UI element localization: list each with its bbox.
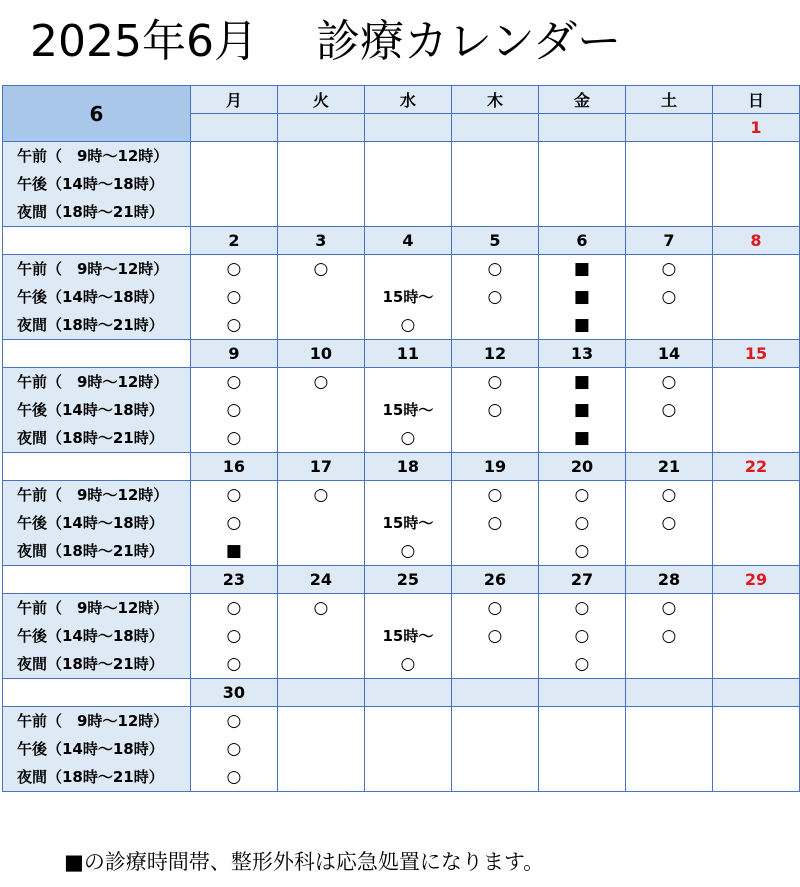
day-slots — [364, 481, 451, 566]
date-cell: 17 — [277, 453, 364, 481]
slot-label: 夜間（18時～21時） — [17, 316, 164, 334]
slot-labels — [3, 594, 191, 679]
slot-mark — [713, 283, 799, 311]
day-slots — [538, 707, 625, 792]
slot-mark: ○ — [313, 372, 329, 392]
day-slots — [190, 594, 277, 679]
day-slots — [712, 707, 799, 792]
day-slots — [712, 481, 799, 566]
date-cell — [190, 114, 277, 142]
slot-mark: ■ — [573, 287, 590, 307]
date-row-label-blank — [3, 453, 191, 481]
day-slots — [277, 142, 364, 227]
slot-mark — [278, 622, 364, 650]
slot-mark — [278, 537, 364, 565]
slot-mark — [713, 707, 799, 735]
slot-label: 午前（ 9時～12時） — [17, 712, 169, 730]
slot-mark — [539, 198, 625, 226]
date-cell: 23 — [190, 566, 277, 594]
footnote: ■の診療時間帯、整形外科は応急処置になります。 — [64, 850, 545, 874]
day-slots — [277, 368, 364, 453]
slot-mark: ○ — [226, 598, 242, 618]
slot-mark — [452, 170, 538, 198]
slot-mark: ○ — [661, 598, 677, 618]
slot-mark — [365, 170, 451, 198]
slot-mark: ○ — [487, 626, 503, 646]
slot-mark — [626, 142, 712, 170]
slot-mark — [191, 198, 277, 226]
slot-mark — [452, 735, 538, 763]
slot-mark — [365, 707, 451, 735]
date-cell — [538, 114, 625, 142]
date-cell: 3 — [277, 227, 364, 255]
slot-mark — [278, 509, 364, 537]
date-cell: 2 — [190, 227, 277, 255]
slot-mark: ○ — [226, 315, 242, 335]
slot-mark — [452, 650, 538, 678]
slot-mark — [278, 396, 364, 424]
slot-mark: ○ — [487, 598, 503, 618]
slot-mark — [713, 650, 799, 678]
slot-mark — [626, 311, 712, 339]
slot-mark: ○ — [226, 767, 242, 787]
slot-mark — [713, 594, 799, 622]
slot-row — [3, 481, 800, 566]
day-slots — [190, 707, 277, 792]
weekday-tue: 火 — [277, 86, 364, 114]
slot-mark — [191, 170, 277, 198]
slot-mark — [713, 198, 799, 226]
day-slots — [190, 481, 277, 566]
slot-mark: ○ — [400, 654, 416, 674]
slot-mark — [626, 650, 712, 678]
date-cell: 22 — [712, 453, 799, 481]
day-slots — [277, 481, 364, 566]
date-cell: 30 — [190, 679, 277, 707]
slot-mark: ○ — [226, 372, 242, 392]
day-slots — [190, 255, 277, 340]
slot-label: 夜間（18時～21時） — [17, 655, 164, 673]
slot-mark — [713, 509, 799, 537]
page-title: 2025年6月 診療カレンダー — [30, 16, 622, 67]
slot-mark: ○ — [574, 485, 590, 505]
day-slots — [625, 368, 712, 453]
date-cell — [364, 114, 451, 142]
weekday-mon: 月 — [190, 86, 277, 114]
date-cell: 10 — [277, 340, 364, 368]
date-cell: 26 — [451, 566, 538, 594]
slot-mark: ○ — [661, 372, 677, 392]
slot-mark — [365, 198, 451, 226]
slot-mark: ■ — [573, 400, 590, 420]
date-cell: 4 — [364, 227, 451, 255]
slot-mark: ○ — [661, 259, 677, 279]
slot-mark: ○ — [661, 485, 677, 505]
slot-label: 午前（ 9時～12時） — [17, 260, 169, 278]
day-slots — [277, 594, 364, 679]
slot-mark — [713, 735, 799, 763]
day-slots — [451, 707, 538, 792]
day-slots — [538, 142, 625, 227]
day-slots — [538, 481, 625, 566]
slot-labels — [3, 707, 191, 792]
slot-mark: ○ — [661, 400, 677, 420]
clinic-calendar — [2, 85, 800, 792]
date-row-label-blank — [3, 566, 191, 594]
slot-mark — [452, 707, 538, 735]
slot-mark: ○ — [226, 287, 242, 307]
slot-mark: ○ — [313, 598, 329, 618]
slot-mark: ○ — [313, 259, 329, 279]
slot-mark: ○ — [574, 654, 590, 674]
slot-mark — [452, 142, 538, 170]
date-cell: 16 — [190, 453, 277, 481]
day-slots — [538, 594, 625, 679]
day-slots — [538, 368, 625, 453]
day-slots — [712, 142, 799, 227]
slot-mark: ○ — [574, 541, 590, 561]
slot-label: 夜間（18時～21時） — [17, 429, 164, 447]
slot-mark — [278, 283, 364, 311]
day-slots — [277, 707, 364, 792]
slot-labels — [3, 368, 191, 453]
slot-labels — [3, 142, 191, 227]
day-slots — [625, 707, 712, 792]
slot-mark — [713, 481, 799, 509]
slot-label: 午後（14時～18時） — [17, 740, 164, 758]
slot-mark — [713, 368, 799, 396]
date-cell: 14 — [625, 340, 712, 368]
slot-mark — [452, 311, 538, 339]
date-row — [3, 566, 800, 594]
day-slots — [538, 255, 625, 340]
day-slots — [451, 142, 538, 227]
date-cell: 18 — [364, 453, 451, 481]
slot-row — [3, 142, 800, 227]
date-cell: 24 — [277, 566, 364, 594]
slot-mark: ○ — [226, 626, 242, 646]
slot-mark — [278, 142, 364, 170]
slot-mark: ○ — [487, 259, 503, 279]
date-cell: 15 — [712, 340, 799, 368]
date-row-label-blank — [3, 340, 191, 368]
slot-mark — [365, 481, 451, 509]
date-cell — [712, 679, 799, 707]
date-cell: 25 — [364, 566, 451, 594]
slot-mark — [278, 735, 364, 763]
slot-mark — [713, 142, 799, 170]
slot-mark: ○ — [574, 598, 590, 618]
day-slots — [451, 594, 538, 679]
slot-mark — [713, 396, 799, 424]
slot-mark — [452, 198, 538, 226]
date-row-label-blank — [3, 227, 191, 255]
date-cell: 20 — [538, 453, 625, 481]
month-label: 6 — [3, 86, 191, 142]
slot-mark — [713, 424, 799, 452]
date-cell — [277, 679, 364, 707]
slot-mark: ○ — [226, 513, 242, 533]
slot-mark: ○ — [487, 513, 503, 533]
slot-mark: ○ — [661, 287, 677, 307]
date-row — [3, 679, 800, 707]
slot-mark: ○ — [487, 287, 503, 307]
date-cell — [451, 114, 538, 142]
day-slots — [364, 707, 451, 792]
date-cell: 29 — [712, 566, 799, 594]
day-slots — [712, 594, 799, 679]
slot-mark: ■ — [225, 541, 242, 561]
slot-mark — [626, 735, 712, 763]
slot-labels — [3, 481, 191, 566]
slot-mark — [713, 170, 799, 198]
date-cell: 12 — [451, 340, 538, 368]
date-cell: 8 — [712, 227, 799, 255]
date-cell: 1 — [712, 114, 799, 142]
slot-mark: ○ — [226, 400, 242, 420]
slot-mark — [539, 142, 625, 170]
date-row — [3, 453, 800, 481]
slot-label: 午前（ 9時～12時） — [17, 486, 169, 504]
slot-mark — [713, 537, 799, 565]
day-slots — [364, 142, 451, 227]
slot-mark — [626, 424, 712, 452]
slot-mark — [539, 707, 625, 735]
slot-mark — [626, 170, 712, 198]
slot-mark — [539, 170, 625, 198]
slot-mark — [365, 255, 451, 283]
date-cell — [625, 679, 712, 707]
slot-mark: 15時～ — [382, 627, 434, 645]
slot-mark — [365, 594, 451, 622]
day-slots — [712, 368, 799, 453]
slot-mark — [713, 255, 799, 283]
slot-mark: ■ — [573, 259, 590, 279]
slot-mark: ○ — [226, 739, 242, 759]
slot-row — [3, 255, 800, 340]
slot-mark — [278, 170, 364, 198]
date-cell: 13 — [538, 340, 625, 368]
slot-mark — [539, 763, 625, 791]
slot-label: 午前（ 9時～12時） — [17, 373, 169, 391]
day-slots — [364, 368, 451, 453]
date-cell: 27 — [538, 566, 625, 594]
slot-mark: ○ — [487, 400, 503, 420]
slot-mark — [365, 368, 451, 396]
slot-row — [3, 594, 800, 679]
slot-mark — [626, 763, 712, 791]
slot-mark — [713, 622, 799, 650]
day-slots — [625, 142, 712, 227]
slot-mark: ○ — [487, 372, 503, 392]
day-slots — [625, 481, 712, 566]
slot-mark: ○ — [226, 428, 242, 448]
slot-mark: 15時～ — [382, 288, 434, 306]
slot-mark: 15時～ — [382, 401, 434, 419]
slot-mark: ○ — [574, 626, 590, 646]
slot-label: 夜間（18時～21時） — [17, 542, 164, 560]
slot-mark — [626, 537, 712, 565]
slot-label: 午前（ 9時～12時） — [17, 147, 169, 165]
day-slots — [364, 255, 451, 340]
slot-labels — [3, 255, 191, 340]
date-cell: 19 — [451, 453, 538, 481]
slot-mark: ○ — [226, 259, 242, 279]
slot-mark — [452, 763, 538, 791]
date-cell: 6 — [538, 227, 625, 255]
date-cell — [277, 114, 364, 142]
slot-mark — [365, 735, 451, 763]
slot-mark: ■ — [573, 372, 590, 392]
weekday-fri: 金 — [538, 86, 625, 114]
slot-label: 午後（14時～18時） — [17, 288, 164, 306]
slot-mark: ○ — [226, 711, 242, 731]
day-slots — [277, 255, 364, 340]
day-slots — [190, 368, 277, 453]
weekday-wed: 水 — [364, 86, 451, 114]
date-cell: 7 — [625, 227, 712, 255]
slot-mark: ○ — [661, 513, 677, 533]
date-row — [3, 227, 800, 255]
day-slots — [190, 142, 277, 227]
weekday-thu: 木 — [451, 86, 538, 114]
slot-mark: ○ — [400, 315, 416, 335]
date-row — [3, 340, 800, 368]
slot-mark — [278, 763, 364, 791]
slot-label: 夜間（18時～21時） — [17, 768, 164, 786]
day-slots — [625, 594, 712, 679]
date-row-label-blank — [3, 679, 191, 707]
day-slots — [451, 368, 538, 453]
day-slots — [364, 594, 451, 679]
slot-mark: ○ — [226, 654, 242, 674]
day-slots — [625, 255, 712, 340]
slot-mark: ○ — [661, 626, 677, 646]
slot-mark: ○ — [487, 485, 503, 505]
slot-label: 午前（ 9時～12時） — [17, 599, 169, 617]
slot-label: 夜間（18時～21時） — [17, 203, 164, 221]
weekday-sun: 日 — [712, 86, 799, 114]
slot-mark: ○ — [400, 428, 416, 448]
slot-mark — [713, 763, 799, 791]
weekday-sat: 土 — [625, 86, 712, 114]
slot-row — [3, 707, 800, 792]
slot-mark — [278, 424, 364, 452]
weekday-header-row — [3, 86, 800, 114]
slot-mark: ■ — [573, 315, 590, 335]
date-cell — [538, 679, 625, 707]
slot-mark — [278, 650, 364, 678]
slot-mark — [365, 142, 451, 170]
date-cell: 5 — [451, 227, 538, 255]
date-cell — [625, 114, 712, 142]
date-cell — [451, 679, 538, 707]
date-cell: 28 — [625, 566, 712, 594]
slot-mark — [539, 735, 625, 763]
day-slots — [712, 255, 799, 340]
day-slots — [451, 255, 538, 340]
date-cell — [364, 679, 451, 707]
slot-mark: ○ — [574, 513, 590, 533]
slot-label: 午後（14時～18時） — [17, 401, 164, 419]
slot-mark: ○ — [313, 485, 329, 505]
slot-mark — [278, 707, 364, 735]
slot-mark: ○ — [226, 485, 242, 505]
date-cell: 11 — [364, 340, 451, 368]
date-cell: 9 — [190, 340, 277, 368]
slot-mark — [626, 707, 712, 735]
slot-mark — [713, 311, 799, 339]
slot-label: 午後（14時～18時） — [17, 627, 164, 645]
slot-mark — [278, 311, 364, 339]
slot-mark — [278, 198, 364, 226]
slot-mark — [191, 142, 277, 170]
slot-mark: 15時～ — [382, 514, 434, 532]
day-slots — [451, 481, 538, 566]
date-cell: 21 — [625, 453, 712, 481]
slot-mark — [452, 537, 538, 565]
slot-mark: ○ — [400, 541, 416, 561]
slot-mark — [452, 424, 538, 452]
slot-label: 午後（14時～18時） — [17, 514, 164, 532]
slot-mark — [626, 198, 712, 226]
slot-mark: ■ — [573, 428, 590, 448]
slot-mark — [365, 763, 451, 791]
slot-label: 午後（14時～18時） — [17, 175, 164, 193]
slot-row — [3, 368, 800, 453]
